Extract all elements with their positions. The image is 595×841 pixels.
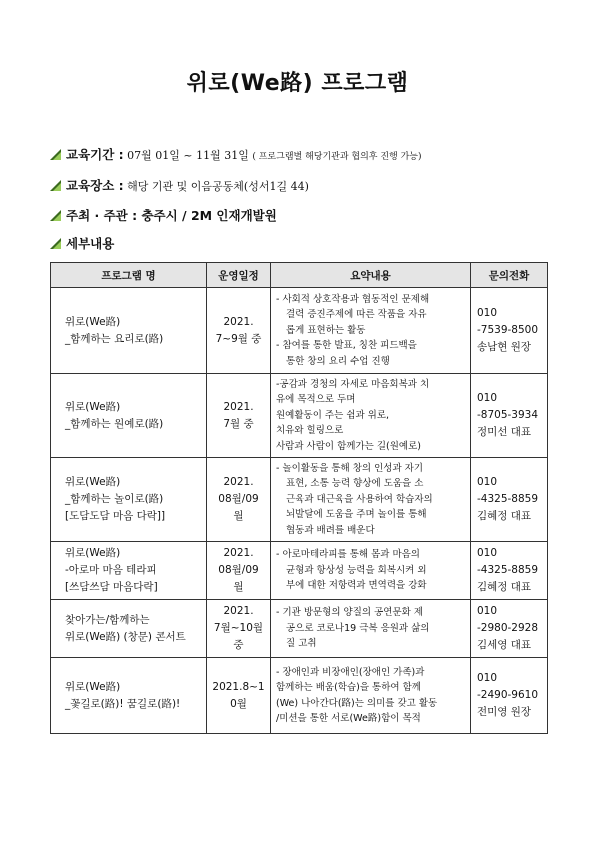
program-name-line: [쓰담쓰담 마음다락] bbox=[65, 581, 158, 593]
summary-line: 유에 목적으로 두며 bbox=[276, 394, 356, 406]
contact-cell bbox=[471, 542, 548, 600]
schedule-line: 중 bbox=[233, 639, 244, 651]
contact-line: -2980-2928 bbox=[477, 622, 539, 634]
schedule-cell bbox=[207, 658, 271, 734]
summary-cell bbox=[271, 542, 471, 600]
program-name-line: -아로마 마음 테라피 bbox=[65, 564, 157, 576]
contact-cell bbox=[471, 374, 548, 458]
bullet-triangle-icon bbox=[50, 238, 61, 249]
table-header-row bbox=[51, 263, 548, 288]
summary-line: (We) 나아간다(路)는 의미를 갖고 활동 bbox=[276, 697, 438, 709]
summary-line: - 장애인과 비장애인(장애인 가족)과 bbox=[276, 666, 425, 678]
summary-line: 함께하는 배움(학습)을 통하여 함께 bbox=[276, 682, 421, 693]
period-value: 07월 01일 ~ 11월 31일 bbox=[127, 149, 249, 162]
summary-line: 뇌발달에 도움을 주며 놀이를 통해 bbox=[286, 509, 427, 521]
contact-cell bbox=[471, 658, 548, 734]
program-name-line: 위로(We路) bbox=[65, 315, 121, 328]
summary-line: 협동과 배려를 배운다 bbox=[286, 524, 375, 536]
contact-line: -8705-3934 bbox=[477, 409, 539, 421]
detail-label: 세부내용 bbox=[66, 236, 115, 251]
table-row bbox=[51, 542, 548, 600]
program-name-line: 위로(We路) bbox=[65, 476, 121, 488]
summary-line: 원예활동이 주는 쉼과 위로, bbox=[276, 409, 390, 421]
bullet-triangle-icon bbox=[50, 210, 61, 221]
program-name-line: _함께하는 놀이로(路) bbox=[65, 493, 164, 505]
contact-line: 010 bbox=[477, 547, 498, 559]
table-row bbox=[51, 458, 548, 542]
schedule-line: 2021. bbox=[223, 400, 254, 413]
summary-line: 근육과 대근육을 사용하여 학습자의 bbox=[286, 493, 433, 505]
schedule-line: 08월/09 bbox=[218, 493, 259, 505]
schedule-line: 7월 중 bbox=[223, 417, 254, 430]
summary-line: 사람과 사람이 함께가는 길(원예로) bbox=[276, 440, 421, 452]
period-label: 교육기간 : bbox=[66, 147, 124, 162]
program-name-line: [도담도담 마음 다락]] bbox=[65, 510, 166, 522]
summary-line: -공감과 경청의 자세로 마음회복과 치 bbox=[276, 378, 430, 390]
program-name-line: 위로(We路) (창문) 콘서트 bbox=[65, 630, 186, 643]
schedule-line: 월 bbox=[233, 510, 244, 522]
program-name-cell bbox=[51, 658, 207, 734]
contact-line: 김혜정 대표 bbox=[477, 510, 532, 522]
header-summary: 요약내용 bbox=[271, 263, 471, 288]
contact-line: -7539-8500 bbox=[477, 324, 539, 336]
program-name-cell bbox=[51, 374, 207, 458]
schedule-line: 2021. bbox=[223, 476, 254, 488]
summary-cell bbox=[271, 600, 471, 658]
schedule-cell bbox=[207, 288, 271, 374]
summary-line: 균형과 항상성 능력을 회복시켜 외 bbox=[286, 564, 427, 576]
program-name-line: 위로(We路) bbox=[65, 400, 121, 413]
schedule-line: 0월 bbox=[230, 697, 247, 710]
contact-line: 김세영 대표 bbox=[477, 639, 532, 651]
program-name-cell bbox=[51, 542, 207, 600]
summary-line: 공으로 코로나19 극복 응원과 삶의 bbox=[286, 622, 430, 634]
summary-line: - 사회적 상호작용과 협동적인 문제해 bbox=[276, 293, 430, 305]
host-text: 주최 · 주관 : 충주시 / 2M 인재개발원 bbox=[66, 208, 277, 223]
place-label: 교육장소 : bbox=[66, 178, 124, 193]
program-name-line: _함께하는 요리로(路) bbox=[65, 332, 164, 345]
contact-line: 010 bbox=[477, 605, 498, 617]
schedule-line: 월 bbox=[233, 581, 244, 593]
summary-cell bbox=[271, 288, 471, 374]
summary-cell bbox=[271, 374, 471, 458]
bullet-triangle-icon bbox=[50, 149, 61, 160]
schedule-cell bbox=[207, 600, 271, 658]
contact-cell bbox=[471, 458, 548, 542]
contact-line: 김혜정 대표 bbox=[477, 581, 532, 593]
summary-line: 표현, 소통 능력 향상에 도움을 소 bbox=[286, 478, 424, 490]
contact-line: 010 bbox=[477, 307, 498, 319]
summary-line: 결력 증진주제에 따른 작품을 자유 bbox=[286, 309, 427, 321]
schedule-line: 7~9월 중 bbox=[215, 332, 262, 345]
header-schedule: 운영일정 bbox=[207, 263, 271, 288]
program-table bbox=[50, 262, 548, 734]
period-line bbox=[50, 145, 422, 163]
schedule-cell bbox=[207, 542, 271, 600]
contact-line: 전미영 원장 bbox=[477, 706, 532, 718]
program-name-line: _꽃길로(路)! 꿈길로(路)! bbox=[65, 697, 181, 710]
schedule-line: 2021. bbox=[223, 605, 254, 617]
bullet-triangle-icon bbox=[50, 180, 61, 191]
summary-line: - 아로마테라피를 통해 몸과 마음의 bbox=[276, 549, 420, 561]
summary-line: - 참여를 통한 발표, 칭찬 피드백을 bbox=[276, 340, 417, 352]
header-program-name: 프로그램 명 bbox=[51, 263, 207, 288]
program-name-line: 위로(We路) bbox=[65, 547, 121, 559]
table-row bbox=[51, 658, 548, 734]
schedule-line: 2021.8~1 bbox=[212, 680, 265, 693]
summary-cell bbox=[271, 658, 471, 734]
table-row bbox=[51, 288, 548, 374]
contact-line: 010 bbox=[477, 476, 498, 488]
contact-line: 송남현 원장 bbox=[477, 341, 532, 353]
summary-line: /미션을 통한 서로(We路)함이 목적 bbox=[276, 713, 421, 724]
summary-line: 부에 대한 저항력과 면역력을 강화 bbox=[286, 580, 427, 592]
contact-cell bbox=[471, 288, 548, 374]
summary-cell bbox=[271, 458, 471, 542]
summary-line: 통한 창의 요리 수업 진행 bbox=[286, 355, 390, 367]
header-contact: 문의전화 bbox=[471, 263, 548, 288]
summary-line: 질 고취 bbox=[286, 638, 317, 650]
contact-line: 010 bbox=[477, 392, 498, 404]
page-title: 위로(We路) 프로그램 bbox=[186, 71, 409, 96]
schedule-line: 7월~10월 bbox=[213, 622, 264, 634]
schedule-line: 2021. bbox=[223, 315, 254, 328]
contact-line: -4325-8859 bbox=[477, 564, 539, 576]
summary-line: - 놀이활동을 통해 창의 인성과 자기 bbox=[276, 462, 424, 474]
program-name-line: 위로(We路) bbox=[65, 680, 121, 693]
schedule-line: 08월/09 bbox=[218, 564, 259, 576]
host-line bbox=[50, 206, 277, 224]
contact-line: 정미선 대표 bbox=[477, 426, 532, 438]
contact-line: -2490-9610 bbox=[477, 689, 539, 701]
program-name-line: _함께하는 원예로(路) bbox=[65, 417, 164, 430]
schedule-line: 2021. bbox=[223, 547, 254, 559]
program-name-line: 찾아가는/함께하는 bbox=[65, 613, 150, 626]
table-row bbox=[51, 600, 548, 658]
table-row bbox=[51, 374, 548, 458]
contact-cell bbox=[471, 600, 548, 658]
summary-line: 치유와 힐링으로 bbox=[276, 425, 344, 437]
program-name-cell bbox=[51, 458, 207, 542]
contact-line: 010 bbox=[477, 672, 498, 684]
schedule-cell bbox=[207, 374, 271, 458]
period-note: ( 프로그램별 해당기관과 협의후 진행 가능) bbox=[252, 152, 422, 162]
program-name-cell bbox=[51, 288, 207, 374]
schedule-cell bbox=[207, 458, 271, 542]
contact-line: -4325-8859 bbox=[477, 493, 539, 505]
program-name-cell bbox=[51, 600, 207, 658]
detail-line bbox=[50, 234, 114, 252]
place-value: 해당 기관 및 이음공동체(성서1길 44) bbox=[127, 180, 309, 193]
summary-line: 롭게 표현하는 활동 bbox=[286, 324, 366, 336]
place-line bbox=[50, 176, 309, 194]
summary-line: - 기관 방문형의 양질의 공연문화 제 bbox=[276, 607, 424, 619]
